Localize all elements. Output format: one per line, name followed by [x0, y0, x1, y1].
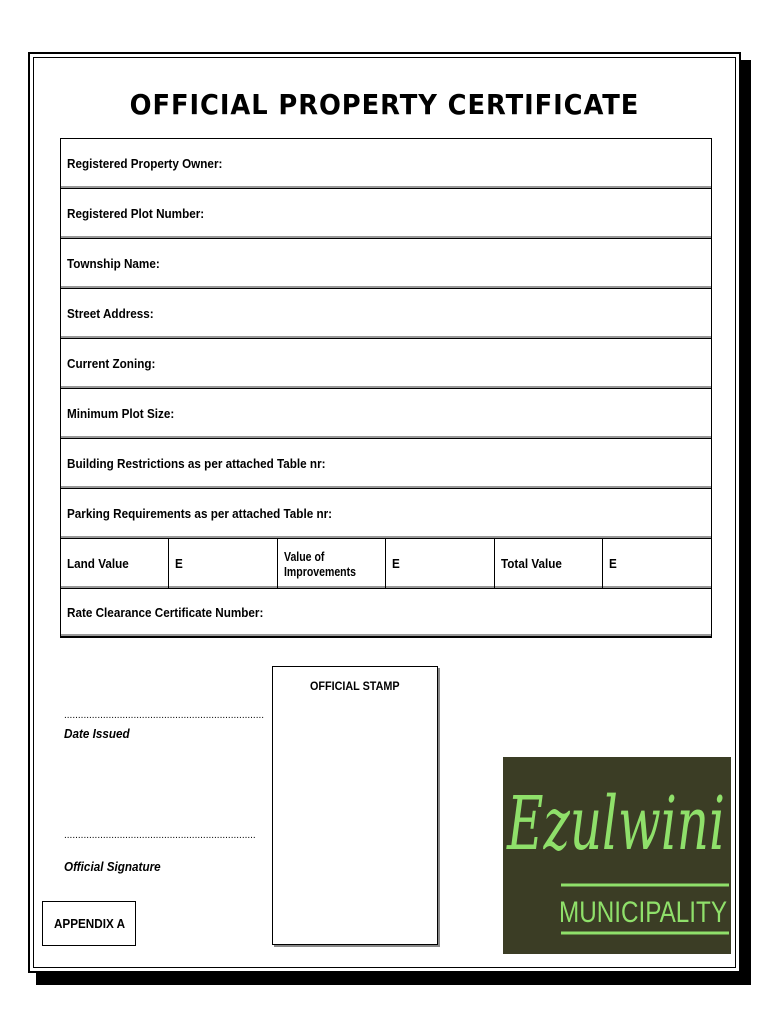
- field-label: Parking Requirements as per attached Table nr:: [67, 506, 333, 521]
- total-value-label: Total Value: [495, 539, 603, 588]
- values-row: [60, 538, 712, 588]
- field-registered-property-owner[interactable]: [60, 138, 712, 188]
- certificate-frame: [28, 52, 741, 973]
- certificate-form: [60, 138, 712, 638]
- appendix-label-box: APPENDIX A: [42, 901, 136, 946]
- total-value-field[interactable]: E: [609, 556, 617, 571]
- date-issued-label: Date Issued: [64, 726, 130, 741]
- ezulwini-municipality-logo: [503, 757, 731, 954]
- field-building-restrictions[interactable]: [60, 438, 712, 488]
- land-value-label: Land Value: [61, 539, 169, 588]
- improvements-label-line2: Improvements: [284, 563, 356, 579]
- field-label: Registered Property Owner:: [67, 156, 223, 171]
- field-registered-plot-number[interactable]: [60, 188, 712, 238]
- improvements-field[interactable]: E: [386, 539, 495, 588]
- certificate-title: OFFICIAL PROPERTY CERTIFICATE: [129, 88, 640, 121]
- field-label: Minimum Plot Size:: [67, 406, 175, 421]
- official-signature-line[interactable]: .....................................................................: [64, 830, 256, 841]
- official-stamp-box: [272, 666, 438, 945]
- field-label: Rate Clearance Certificate Number:: [67, 605, 264, 620]
- date-issued-line[interactable]: ........................................................................: [64, 710, 265, 721]
- official-signature-label: Official Signature: [64, 859, 161, 874]
- official-stamp-label: OFFICIAL STAMP: [310, 679, 400, 693]
- land-value-field[interactable]: E: [169, 539, 278, 588]
- field-township-name[interactable]: [60, 238, 712, 288]
- logo-subtitle: MUNICIPALITY: [559, 896, 727, 929]
- field-label: Registered Plot Number:: [67, 206, 205, 221]
- field-street-address[interactable]: [60, 288, 712, 338]
- field-label: Street Address:: [67, 306, 154, 321]
- field-label: Building Restrictions as per attached Table nr:: [67, 456, 326, 471]
- improvements-label-line1: Value of: [284, 548, 325, 564]
- field-current-zoning[interactable]: [60, 338, 712, 388]
- logo-artwork: [503, 757, 731, 954]
- field-minimum-plot-size[interactable]: [60, 388, 712, 438]
- improvements-label: [278, 539, 386, 588]
- field-rate-clearance-certificate[interactable]: [60, 588, 712, 638]
- logo-wordmark: Ezulwini: [505, 781, 725, 867]
- field-label: Current Zoning:: [67, 356, 156, 371]
- field-parking-requirements[interactable]: [60, 488, 712, 538]
- field-label: Township Name:: [67, 256, 160, 271]
